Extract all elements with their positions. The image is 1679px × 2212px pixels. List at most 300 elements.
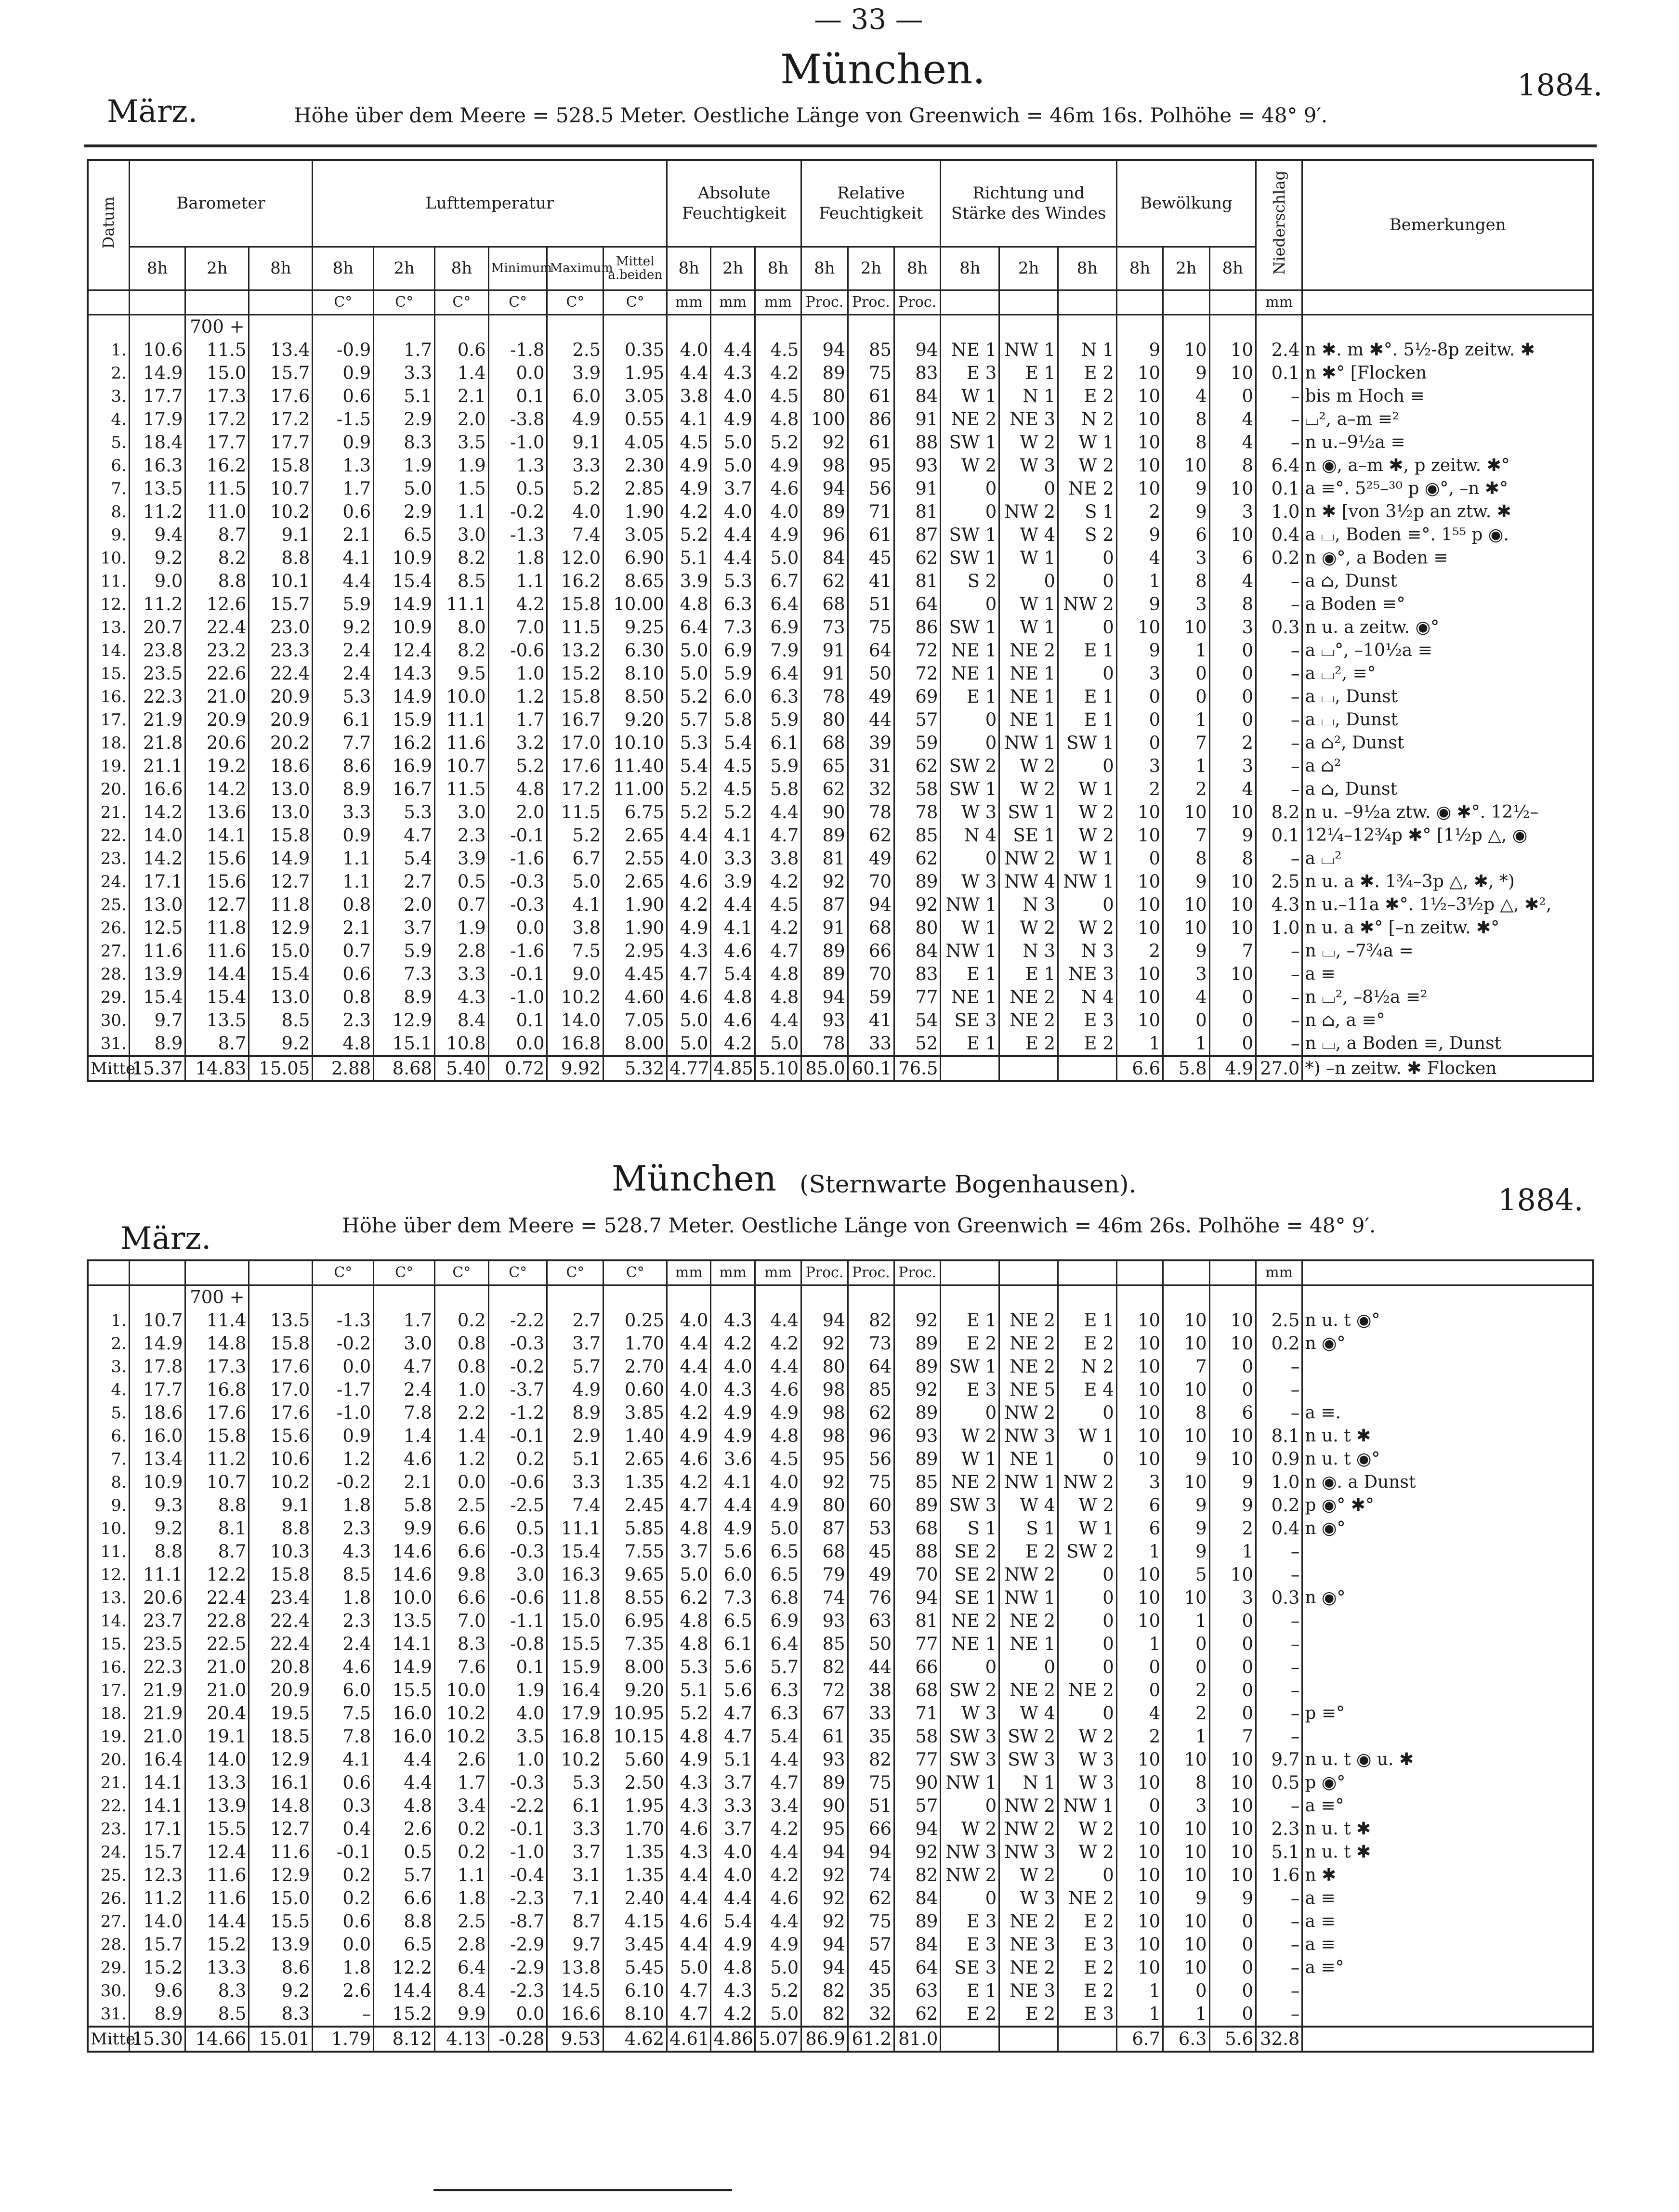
value-cell: 9.7 xyxy=(1256,1748,1302,1771)
value-cell: 6.9 xyxy=(711,639,755,662)
table-row xyxy=(88,1656,1593,1679)
mean-cell: 4.9 xyxy=(1209,1056,1256,1081)
value-cell: W 1 xyxy=(1058,847,1117,870)
value-cell: 15.5 xyxy=(547,1633,603,1656)
value-cell: 10 xyxy=(1116,431,1163,454)
value-cell: SW 3 xyxy=(941,1748,999,1771)
value-cell: 0.35 xyxy=(603,339,667,362)
value-cell: 15.8 xyxy=(547,685,603,708)
value-cell: 2 xyxy=(1209,732,1256,755)
value-cell: 23.4 xyxy=(249,1586,313,1610)
empty-cell xyxy=(941,290,999,314)
value-cell: 4.4 xyxy=(667,824,711,847)
value-cell: 19.2 xyxy=(185,755,249,778)
value-cell: NE 2 xyxy=(999,639,1058,662)
value-cell: W 2 xyxy=(999,916,1058,940)
value-cell: 3.3 xyxy=(374,362,435,385)
remark-cell: a ≡° xyxy=(1302,1794,1593,1818)
mean-cell: 15.01 xyxy=(249,2027,313,2052)
value-cell: 8.5 xyxy=(435,570,489,593)
value-cell: 9 xyxy=(1163,940,1209,963)
value-cell: – xyxy=(1256,1933,1302,1956)
value-cell: 4.4 xyxy=(755,1009,801,1032)
remark-cell xyxy=(1302,1563,1593,1586)
value-cell: 0.7 xyxy=(435,893,489,916)
value-cell: W 1 xyxy=(999,547,1058,570)
mean-cell xyxy=(1058,1056,1117,1081)
value-cell: 5.9 xyxy=(711,662,755,685)
table-row xyxy=(88,755,1593,778)
value-cell: 4 xyxy=(1209,778,1256,801)
value-cell: 72 xyxy=(894,662,941,685)
value-cell: 10 xyxy=(1116,616,1163,639)
value-cell: 14.9 xyxy=(374,685,435,708)
value-cell: 0.2 xyxy=(488,1448,547,1471)
value-cell: 92 xyxy=(801,1471,848,1494)
value-cell: 4.6 xyxy=(711,940,755,963)
table-row xyxy=(88,500,1593,524)
value-cell: 14.4 xyxy=(185,963,249,986)
value-cell: 15.0 xyxy=(185,362,249,385)
value-cell: 16.2 xyxy=(374,732,435,755)
value-cell: 4.4 xyxy=(667,1355,711,1378)
value-cell: E 1 xyxy=(999,362,1058,385)
value-cell: 10 xyxy=(1116,1610,1163,1633)
value-cell: NE 1 xyxy=(999,685,1058,708)
value-cell: 0 xyxy=(1116,1679,1163,1702)
value-cell: 18.6 xyxy=(129,1401,185,1425)
value-cell: 2.0 xyxy=(374,893,435,916)
day-cell: 24. xyxy=(88,870,129,893)
value-cell: NE 2 xyxy=(999,986,1058,1009)
value-cell: 2.85 xyxy=(603,477,667,500)
value-cell: 4.4 xyxy=(667,1887,711,1910)
value-cell: 2 xyxy=(1163,1702,1209,1725)
value-cell: 6.90 xyxy=(603,547,667,570)
table-row xyxy=(88,339,1593,362)
value-cell: 1 xyxy=(1163,639,1209,662)
remark-cell: n u. t ◉° xyxy=(1302,1309,1593,1332)
value-cell: 10 xyxy=(1116,963,1163,986)
value-cell: 8.7 xyxy=(547,1910,603,1933)
day-cell: 7. xyxy=(88,1448,129,1471)
header-niederschlag: Niederschlag xyxy=(1256,160,1302,290)
empty-cell xyxy=(1116,290,1163,314)
value-cell: 0 xyxy=(1163,1633,1209,1656)
empty-cell xyxy=(999,1285,1058,1309)
table-row xyxy=(88,1956,1593,1979)
value-cell: 5.0 xyxy=(667,1009,711,1032)
table-row xyxy=(88,1471,1593,1494)
value-cell: 6.4 xyxy=(755,1633,801,1656)
value-cell: 92 xyxy=(894,1309,941,1332)
unit-cell: mm xyxy=(667,290,711,314)
value-cell: 96 xyxy=(801,524,848,547)
value-cell: 1.3 xyxy=(313,454,374,477)
value-cell: NW 2 xyxy=(999,1401,1058,1425)
value-cell: W 1 xyxy=(1058,431,1117,454)
value-cell: 11.6 xyxy=(185,940,249,963)
value-cell: 9.6 xyxy=(129,1979,185,2003)
value-cell: 1.3 xyxy=(488,454,547,477)
value-cell: 13.3 xyxy=(185,1956,249,1979)
day-cell: 2. xyxy=(88,1332,129,1355)
value-cell: 3.7 xyxy=(374,916,435,940)
mean-cell: 9.53 xyxy=(547,2027,603,2052)
value-cell: 11.4 xyxy=(185,1309,249,1332)
table-row xyxy=(88,1887,1593,1910)
value-cell: 4.0 xyxy=(755,500,801,524)
value-cell: 5.4 xyxy=(374,847,435,870)
value-cell: 6.1 xyxy=(313,708,374,732)
value-cell: 89 xyxy=(894,1448,941,1471)
value-cell: 5.0 xyxy=(755,547,801,570)
table-row xyxy=(88,1517,1593,1540)
value-cell: 13.4 xyxy=(129,1448,185,1471)
hdr: 2h xyxy=(185,247,249,290)
value-cell: 0.9 xyxy=(313,824,374,847)
value-cell: 11.2 xyxy=(129,1887,185,1910)
remark-cell xyxy=(1302,2003,1593,2027)
value-cell: 0 xyxy=(1116,732,1163,755)
value-cell: 20.8 xyxy=(249,1656,313,1679)
table-row xyxy=(88,1818,1593,1841)
value-cell: 9.9 xyxy=(435,2003,489,2027)
value-cell: 4.7 xyxy=(667,963,711,986)
value-cell: N 4 xyxy=(941,824,999,847)
value-cell: -0.1 xyxy=(313,1841,374,1864)
value-cell: 21.0 xyxy=(185,685,249,708)
value-cell: E 1 xyxy=(1058,708,1117,732)
value-cell: 70 xyxy=(894,1563,941,1586)
day-cell: 1. xyxy=(88,1309,129,1332)
day-cell: 25. xyxy=(88,1864,129,1887)
value-cell: – xyxy=(1256,1378,1302,1401)
value-cell: W 2 xyxy=(1058,1841,1117,1864)
value-cell: W 2 xyxy=(1058,801,1117,824)
value-cell: 10 xyxy=(1209,1309,1256,1332)
value-cell: 0 xyxy=(1209,1032,1256,1056)
value-cell: 9 xyxy=(1163,477,1209,500)
value-cell: 4.2 xyxy=(711,1032,755,1056)
value-cell: 4.4 xyxy=(755,1355,801,1378)
barometer-base: 700 + xyxy=(185,314,249,339)
value-cell: 89 xyxy=(801,1771,848,1794)
barometer-base: 700 + xyxy=(185,1285,249,1309)
value-cell: 0 xyxy=(1209,639,1256,662)
value-cell: 70 xyxy=(848,963,894,986)
day-cell: 8. xyxy=(88,500,129,524)
value-cell: 2.55 xyxy=(603,847,667,870)
value-cell: 8.5 xyxy=(313,1563,374,1586)
value-cell: – xyxy=(1256,755,1302,778)
value-cell: 8.55 xyxy=(603,1586,667,1610)
value-cell: 8.9 xyxy=(313,778,374,801)
value-cell: 7.0 xyxy=(488,616,547,639)
value-cell: 0.8 xyxy=(435,1355,489,1378)
value-cell: 78 xyxy=(848,801,894,824)
empty-cell xyxy=(374,314,435,339)
value-cell: 6.7 xyxy=(547,847,603,870)
mean-cell: 14.66 xyxy=(185,2027,249,2052)
remark-cell: n ◉. a Dunst xyxy=(1302,1471,1593,1494)
value-cell: E 2 xyxy=(1058,1979,1117,2003)
value-cell: 16.0 xyxy=(129,1425,185,1448)
value-cell: 10 xyxy=(1163,1378,1209,1401)
value-cell: 11.8 xyxy=(185,916,249,940)
value-cell: 65 xyxy=(801,755,848,778)
value-cell: 15.4 xyxy=(185,986,249,1009)
remark-cell: n ◉, a–m ✱, p zeitw. ✱° xyxy=(1302,454,1593,477)
header-lufttemperatur: Lufttemperatur xyxy=(313,160,667,247)
value-cell: 0 xyxy=(1058,755,1117,778)
units-row xyxy=(88,1260,1593,1285)
value-cell: 32 xyxy=(848,2003,894,2027)
value-cell: 20.9 xyxy=(249,1679,313,1702)
value-cell: 6.10 xyxy=(603,1979,667,2003)
empty-cell xyxy=(88,1285,129,1309)
remark-cell: n u.–9½a ≡ xyxy=(1302,431,1593,454)
value-cell: 91 xyxy=(801,639,848,662)
value-cell: 6.0 xyxy=(711,685,755,708)
value-cell: -8.7 xyxy=(488,1910,547,1933)
value-cell: 0 xyxy=(1163,685,1209,708)
value-cell: 2.1 xyxy=(435,385,489,408)
value-cell: SW 2 xyxy=(941,755,999,778)
value-cell: 3.3 xyxy=(313,801,374,824)
value-cell: 0 xyxy=(1209,685,1256,708)
value-cell: 15.2 xyxy=(129,1956,185,1979)
value-cell: 7.4 xyxy=(547,1494,603,1517)
value-cell: NW 2 xyxy=(999,500,1058,524)
value-cell: 0.25 xyxy=(603,1309,667,1332)
value-cell: 3.3 xyxy=(547,1471,603,1494)
value-cell: 10 xyxy=(1163,1910,1209,1933)
value-cell: 95 xyxy=(801,1448,848,1471)
day-cell: 9. xyxy=(88,524,129,547)
unit-cell: mm xyxy=(755,290,801,314)
remark-cell xyxy=(1302,1378,1593,1401)
value-cell: 6.2 xyxy=(667,1586,711,1610)
value-cell: 14.9 xyxy=(374,593,435,616)
value-cell: 10.8 xyxy=(435,1032,489,1056)
value-cell: 2.5 xyxy=(1256,1309,1302,1332)
hdr-mittel: Mittel a.beiden xyxy=(603,247,667,290)
value-cell: 91 xyxy=(801,662,848,685)
value-cell: 0.6 xyxy=(313,1771,374,1794)
value-cell: 10.2 xyxy=(435,1725,489,1748)
value-cell: 89 xyxy=(894,1355,941,1378)
value-cell: 73 xyxy=(801,616,848,639)
day-cell: 5. xyxy=(88,1401,129,1425)
value-cell: -0.8 xyxy=(488,1633,547,1656)
value-cell: – xyxy=(1256,1633,1302,1656)
value-cell: 14.1 xyxy=(185,824,249,847)
value-cell: 10 xyxy=(1209,362,1256,385)
value-cell: 1.40 xyxy=(603,1425,667,1448)
value-cell: 5.0 xyxy=(755,1032,801,1056)
value-cell: 45 xyxy=(848,1956,894,1979)
value-cell: 10.0 xyxy=(435,685,489,708)
value-cell: 12.5 xyxy=(129,916,185,940)
value-cell: 62 xyxy=(894,2003,941,2027)
value-cell: 11.2 xyxy=(129,500,185,524)
value-cell: 3.0 xyxy=(435,801,489,824)
value-cell: 4.6 xyxy=(313,1656,374,1679)
value-cell: 64 xyxy=(894,1956,941,1979)
value-cell: 2.65 xyxy=(603,1448,667,1471)
value-cell: 2.50 xyxy=(603,1771,667,1794)
value-cell: 10 xyxy=(1116,1910,1163,1933)
value-cell: 1 xyxy=(1116,2003,1163,2027)
table-row xyxy=(88,1332,1593,1355)
remark-cell: n ✱ [von 3½p an ztw. ✱ xyxy=(1302,500,1593,524)
value-cell: 3.4 xyxy=(435,1794,489,1818)
value-cell: 51 xyxy=(848,593,894,616)
value-cell: 8.9 xyxy=(547,1401,603,1425)
value-cell: 1 xyxy=(1116,1633,1163,1656)
value-cell: 10 xyxy=(1116,916,1163,940)
value-cell: 4.2 xyxy=(711,1332,755,1355)
value-cell: N 2 xyxy=(1058,1355,1117,1378)
units-row xyxy=(88,290,1593,314)
value-cell: NW 3 xyxy=(999,1425,1058,1448)
table-row xyxy=(88,1309,1593,1332)
value-cell: – xyxy=(1256,1956,1302,1979)
value-cell: 94 xyxy=(801,986,848,1009)
value-cell: 78 xyxy=(801,1032,848,1056)
value-cell: 82 xyxy=(801,1979,848,2003)
value-cell: 5.7 xyxy=(547,1355,603,1378)
value-cell: 2.9 xyxy=(547,1425,603,1448)
value-cell: 12.6 xyxy=(185,593,249,616)
value-cell: 8.3 xyxy=(185,1979,249,2003)
mean-cell xyxy=(999,2027,1058,2052)
value-cell: 2.8 xyxy=(435,940,489,963)
value-cell: E 3 xyxy=(1058,2003,1117,2027)
value-cell: 87 xyxy=(801,1517,848,1540)
value-cell: 1.8 xyxy=(313,1956,374,1979)
value-cell: 11.5 xyxy=(547,616,603,639)
value-cell: 7.4 xyxy=(547,524,603,547)
empty-cell xyxy=(1116,1260,1163,1285)
value-cell: 4.9 xyxy=(711,1401,755,1425)
value-cell: 6.5 xyxy=(755,1540,801,1563)
value-cell: 4.6 xyxy=(755,1887,801,1910)
value-cell: 88 xyxy=(894,431,941,454)
value-cell: 80 xyxy=(801,385,848,408)
value-cell: SE 1 xyxy=(941,1586,999,1610)
value-cell: 4.6 xyxy=(667,1818,711,1841)
value-cell: NE 1 xyxy=(999,1448,1058,1471)
empty-cell xyxy=(1116,1285,1163,1309)
value-cell: 4.8 xyxy=(755,1425,801,1448)
value-cell: 12.4 xyxy=(374,639,435,662)
value-cell: 16.8 xyxy=(547,1725,603,1748)
value-cell: 4.4 xyxy=(711,893,755,916)
value-cell: 2.65 xyxy=(603,824,667,847)
empty-cell xyxy=(249,1260,313,1285)
value-cell: 15.8 xyxy=(547,593,603,616)
value-cell: 15.2 xyxy=(374,2003,435,2027)
value-cell: 4.8 xyxy=(488,778,547,801)
value-cell: – xyxy=(1256,1610,1302,1633)
remark-cell: a ⌂, Dunst xyxy=(1302,570,1593,593)
value-cell: 19.1 xyxy=(185,1725,249,1748)
value-cell: 14.0 xyxy=(185,1748,249,1771)
value-cell: W 1 xyxy=(1058,778,1117,801)
value-cell: 45 xyxy=(848,1540,894,1563)
value-cell: 5.0 xyxy=(667,1032,711,1056)
hdr: 8h xyxy=(249,247,313,290)
value-cell: NW 4 xyxy=(999,870,1058,893)
value-cell: 9 xyxy=(1163,870,1209,893)
day-cell: 28. xyxy=(88,1933,129,1956)
value-cell: 4 xyxy=(1209,431,1256,454)
value-cell: 3.3 xyxy=(547,1818,603,1841)
value-cell: 10.6 xyxy=(249,1448,313,1471)
value-cell: 0 xyxy=(1058,662,1117,685)
value-cell: 3.2 xyxy=(488,732,547,755)
mean-cell: 4.85 xyxy=(711,1056,755,1081)
value-cell: 3 xyxy=(1209,616,1256,639)
value-cell: 84 xyxy=(894,1887,941,1910)
value-cell: 6.5 xyxy=(755,1563,801,1586)
value-cell: 4.0 xyxy=(667,339,711,362)
value-cell: 62 xyxy=(848,1401,894,1425)
value-cell: 1.1 xyxy=(313,847,374,870)
value-cell: -2.2 xyxy=(488,1794,547,1818)
value-cell: 69 xyxy=(894,685,941,708)
value-cell: 20.4 xyxy=(185,1702,249,1725)
value-cell: 7.0 xyxy=(435,1610,489,1633)
value-cell: 6.6 xyxy=(374,1887,435,1910)
day-cell: 27. xyxy=(88,1910,129,1933)
value-cell: 2.70 xyxy=(603,1355,667,1378)
value-cell: 11.1 xyxy=(547,1517,603,1540)
value-cell: 11.1 xyxy=(435,593,489,616)
remark-cell: n ◉° xyxy=(1302,1332,1593,1355)
value-cell: -0.9 xyxy=(313,339,374,362)
value-cell: 9.0 xyxy=(547,963,603,986)
value-cell: 0.1 xyxy=(488,385,547,408)
value-cell: 10.0 xyxy=(435,1679,489,1702)
table-row xyxy=(88,385,1593,408)
value-cell: 15.8 xyxy=(249,1563,313,1586)
value-cell: 8 xyxy=(1163,1771,1209,1794)
value-cell: 2.6 xyxy=(435,1748,489,1771)
value-cell: 10.9 xyxy=(374,616,435,639)
day-cell: 17. xyxy=(88,708,129,732)
value-cell: 10 xyxy=(1209,1794,1256,1818)
value-cell: 2.9 xyxy=(374,500,435,524)
unit-cell: C° xyxy=(313,290,374,314)
value-cell: 10 xyxy=(1163,1841,1209,1864)
value-cell: 17.7 xyxy=(129,1378,185,1401)
value-cell: 14.0 xyxy=(129,824,185,847)
empty-cell xyxy=(1302,290,1593,314)
value-cell: 4.4 xyxy=(755,1841,801,1864)
value-cell: E 2 xyxy=(1058,385,1117,408)
value-cell: 81 xyxy=(801,847,848,870)
value-cell: 6.30 xyxy=(603,639,667,662)
header-relative: Relative Feuchtigkeit xyxy=(801,160,941,247)
value-cell: 2 xyxy=(1116,500,1163,524)
value-cell: -1.2 xyxy=(488,1401,547,1425)
value-cell: 14.2 xyxy=(129,801,185,824)
value-cell: 0 xyxy=(1116,1794,1163,1818)
value-cell: 4.6 xyxy=(755,1378,801,1401)
